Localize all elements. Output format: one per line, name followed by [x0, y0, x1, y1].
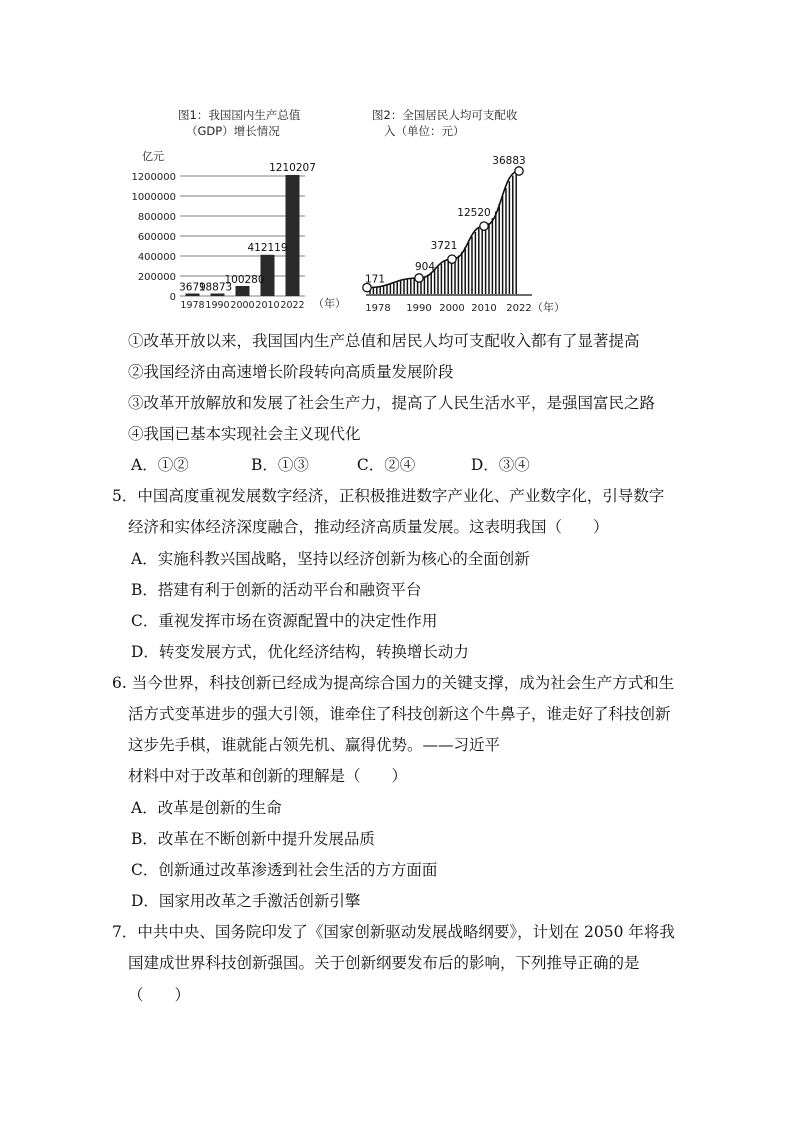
q6-stem-line3: 这步先手棋，谁就能占领先机、赢得优势。——习近平 [128, 736, 501, 754]
q4-options [131, 455, 530, 475]
y-tick-label: 200000 [137, 272, 176, 283]
q5-stem-line1: 5．中国高度重视发展数字经济，正积极推进数字产业化、产业数字化，引导数字 [112, 487, 665, 505]
q4-option-d[interactable]: D．③④ [470, 456, 530, 474]
income-value-label: 36883 [492, 155, 526, 167]
q5-option-a[interactable]: A．实施科教兴国战略，坚持以经济创新为核心的全面创新 [131, 550, 530, 568]
gdp-value-label: 3679 [179, 281, 206, 294]
q4-option-b[interactable]: B．①③ [250, 456, 309, 474]
q6-stem-line4: 材料中对于改革和创新的理解是（ ） [128, 767, 408, 785]
x-tick-label: 1978 [180, 300, 205, 311]
fig1-title-line2: （GDP）增长情况 [186, 124, 280, 138]
q5-option-d[interactable]: D．转变发展方式，优化经济结构，转换增长动力 [131, 643, 469, 661]
income-value-label: 171 [364, 273, 386, 286]
q4-statement-1: ①改革开放以来，我国国内生产总值和居民人均可支配收入都有了显著提高 [128, 332, 640, 350]
income-data-point [480, 222, 488, 230]
q4-statement-2: ②我国经济由高速增长阶段转向高质量发展阶段 [128, 363, 454, 381]
y-tick-label: 400000 [137, 252, 176, 263]
q6-option-d[interactable]: D．国家用改革之手激活创新引擎 [131, 892, 361, 910]
q6-stem-line1: 6. 当今世界，科技创新已经成为提高综合国力的关键支撑，成为社会生产方式和生 [112, 674, 675, 692]
fig1-title-line1: 图1：我国国内生产总值 [178, 108, 301, 122]
x-tick-label: 2010 [255, 300, 280, 311]
x-tick-label: 2000 [230, 300, 255, 311]
q4-statement-3: ③改革开放解放和发展了社会生产力，提高了人民生活水平，是强国富民之路 [128, 394, 656, 412]
q5-option-b[interactable]: B．搭建有利于创新的活动平台和融资平台 [131, 581, 422, 599]
gdp-bar [236, 286, 250, 296]
fig2-xunit-label: （年） [532, 301, 565, 314]
y-tick-label: 800000 [137, 212, 176, 223]
y-tick-label: 0 [169, 292, 176, 303]
fig1-unit-label: 亿元 [142, 150, 164, 163]
x-tick-label: 2022 [280, 300, 305, 311]
gdp-bar [211, 294, 225, 297]
q6-option-a[interactable]: A．改革是创新的生命 [131, 799, 282, 817]
gdp-value-label: 100280 [224, 273, 265, 286]
x-tick-label: 2022 [506, 303, 532, 314]
income-data-point [415, 274, 423, 282]
gdp-value-label: 18873 [198, 281, 233, 294]
gdp-bar [186, 294, 200, 297]
q7-stem-line2: 国建成世界科技创新强国。关于创新纲要发布后的影响，下列推导正确的是 [128, 954, 640, 972]
y-tick-label: 1200000 [131, 172, 176, 183]
income-data-point [448, 255, 456, 263]
q5-option-c[interactable]: C．重视发挥市场在资源配置中的决定性作用 [131, 612, 438, 630]
y-tick-label: 600000 [137, 232, 176, 243]
q5-stem-line2: 经济和实体经济深度融合，推动经济高质量发展。这表明我国（ ） [128, 518, 609, 536]
fig2-title-line2: 入（单位：元） [384, 124, 465, 138]
income-data-point [515, 167, 523, 175]
income-value-label: 904 [414, 261, 436, 274]
q4-statement-4: ④我国已基本实现社会主义现代化 [128, 425, 361, 443]
gdp-bar-chart [130, 148, 360, 318]
income-value-label: 12520 [457, 207, 491, 220]
q4-option-a[interactable]: A．①② [131, 456, 189, 474]
y-tick-label: 1000000 [131, 192, 176, 203]
x-tick-label: 1990 [406, 303, 432, 314]
gdp-value-label: 412119 [247, 241, 288, 254]
q6-option-c[interactable]: C．创新通过改革渗透到社会生活的方方面面 [131, 861, 438, 879]
gdp-value-label: 1210207 [269, 161, 316, 174]
x-tick-label: 2000 [439, 303, 465, 314]
x-tick-label: 2010 [471, 303, 497, 314]
q6-option-b[interactable]: B．改革在不断创新中提升发展品质 [131, 830, 375, 848]
q7-stem-line3: （ ） [128, 986, 191, 1004]
q6-stem-line2: 活方式变革进步的强大引领，谁牵住了科技创新这个牛鼻子，谁走好了科技创新 [128, 705, 671, 723]
fig2-title-line1: 图2：全国居民人均可支配收 [372, 108, 518, 122]
gdp-bar [286, 175, 300, 296]
q4-option-c[interactable]: C．②④ [356, 456, 416, 474]
x-tick-label: 1978 [365, 303, 391, 314]
income-area-chart [362, 148, 582, 318]
fig1-xunit-label: （年） [313, 297, 346, 310]
income-value-label: 3721 [430, 240, 458, 253]
q7-stem-line1: 7．中共中央、国务院印发了《国家创新驱动发展战略纲要》，计划在 2050 年将我 [112, 923, 675, 941]
x-tick-label: 1990 [205, 300, 230, 311]
